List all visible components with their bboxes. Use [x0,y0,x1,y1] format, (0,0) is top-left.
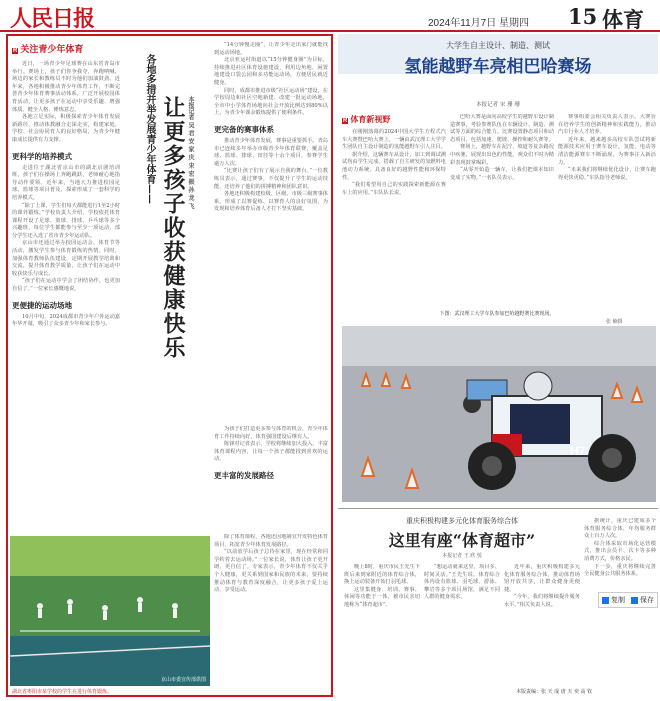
masthead [0,0,660,32]
headline: 氢能越野车亮相巴哈赛场 [404,57,592,77]
column-mark-icon: R [13,48,18,54]
divider [338,508,658,509]
section2-heading: 更便捷的运动场地 [12,300,72,310]
save-button[interactable] [628,595,657,605]
headline: 让更多孩子收获健康快乐 [160,96,186,360]
copy-icon [602,597,609,604]
section3-heading: 更完备的赛事体系 [214,124,274,134]
right-bottom-column-1: 晚上8时，重庆市民王先生下班后来到家附近的体育综合体，换上运动装备开始打羽毛球。 这里集健身、培训、赛事、休闲等功能于一体，被市民亲切地称为“体育超市”。 [344,564,420,608]
newspaper-title: 人民日报 [10,6,95,32]
page-editors: 本版责编：张 天 成 唐 天 奕 高 钦 [516,689,593,695]
byline: 本报记者 吴 君 安 家 庆 宋 宏 振 孙 龙 飞 [187,96,194,209]
right-top-column-1: R 体育新视野 在刚刚落幕的2024中国大学生方程式汽车大赛暨巴哈大赛上，一辆由武汉理工大学学生团队自主设计制造的氢能越野车引人注目。 据介绍，这辆赛车从设计、加工到调试测试均由学生完成，搭载了自主研发的氢燃料电池动力系统，具备良好的越野性能和环保特性。 “我们希望用自己的实践探索新能源在赛车上的应用。”车队队长说。 [342,115,446,196]
photo-illustration [10,536,210,686]
left-column-3: 为孩子们打造更多参与体育的机会，青少年体育工作持续向好，体育强国建设后继有人。 陈锋对记者表示，学校将继续加大投入，丰富体育课程内容，让每一个孩子都能找到喜欢的运动。 更丰富的发展路径 [214,426,328,480]
left-column-1: R 关注青少年体育 近日，一场青少年足球赛在山东省青岛市举行。赛场上，孩子们你争我夺，奔跑呐喊，场边的家长和教练员不时为他们加油鼓劲。近年来，各地积极推动青少年体育工作，不断完善青少年体育赛事活动体系，广泛开展校园体育活动，让更多孩子在运动中享受乐趣、增强体质、健全人格、锤炼意志。 各地立足实际，积极探索青少年体育发展新路径，推动体教融合走深走实，构建家庭、学校、社会协同育人的良好格局，为青少年健康成长提供有力支撑。 更科学的培养模式 走进位于湖北省京山市的湖北京剧培训班，孩子们在操场上奔跑跳跃，老师耐心地指导动作要领。近年来，当地大力推进校园足球、篮球等项目普及，探索形成了一套科学的培养模式。 “除了上课，学生们每天都能进行1至2小时的课外锻炼。”学校负责人介绍，学校依托体育课程开设了足球、篮球、排球、乒乓球等多个兴趣班，每位学生都能参与至少一项运动，部分学生还入选了省市青少年运动队。 京山市还通过举办校园运动会、体育节等活动，激发学生参与体育锻炼的热情。同时，加强体育教师队伍建设，定期开展教学培训和交流，提升体育教学质量，让孩子们在运动中收获快乐与成长。 “孩子们在运动中学会了团结协作，也更加自信了。”一位家长感慨地说。 更便捷的运动场地 10月中旬，2024成都市青少年户外运动嘉年华开幕，吸引了众多青少年和家长参与。 [12,44,120,328]
race-car-illustration [342,326,656,502]
intro-text: 近日，一场青少年足球赛在山东省青岛市举行。赛场上，孩子们你争我夺，奔跑呐喊，场边的家长和教练员不时为他们加油鼓劲。近年来，各地积极推动青少年体育工作，不断完善青少年体育赛事活动体系，广泛开展校园体育活动，让更多孩子在运动中享受乐趣、增强体质、健全人格、锤炼意志。 各地立足实际，积极探索青少年体育发展新路径，推动体教融合走深走实，构建家庭、学校、社会协同育人的良好格局，为青少年健康成长提供有力支撑。 [12,61,120,143]
subtitle: 各地多措并举发展青少年体育—— [144,54,155,204]
kicker: 关注青少年体育 [20,44,84,54]
left-article-box [6,34,333,697]
photo-credit-2: 京山市委宣传部供图 [160,677,206,683]
kicker: 大学生自主设计、制造、测试 [446,41,550,50]
right-top-article [338,34,658,504]
section1-heading: 更科学的培养模式 [12,151,72,161]
car-number: H7 [570,444,586,458]
photo-credit: 张 楠摄 [606,319,623,325]
photo-caption: 湖北省枣阳市某学校的学生在进行体育锻炼。 [12,689,113,695]
byline: 本报记者 宋 珊 珊 [476,102,520,108]
headline: 这里有座“体育超市” [388,531,536,550]
save-icon [631,597,638,604]
section-name: 体育 [602,7,644,32]
floating-toolbar [598,592,658,608]
right-top-column-3: 赛事组委会相关负责人表示，大赛旨在培养学生的创新精神和实践能力，推动汽车行业人才培养。 近年来，越来越多高校车队尝试将新能源技术应用于赛车设计，氢能、电动等清洁能源赛车不断涌现，为赛事注入新活力。 “未来我们将继续优化设计，让赛车跑得更快更稳。”车队指导老师说。 [558,114,656,181]
left-column-2: “14分钟慢走圈”，让青少年走出家门就能找到运动场地。 北京亚运村街道以“15分钟健身圈”为目标，持续推进社区体育设施建设，利用边角地、闲置地建设口袋公园和多功能运动场，方便居民就近健身。 同时，成都市推进市级“社区运动场”建设，在学校周边和社区空地新建、改建一批运动场地，全市中小学体育场地向社会开放比例达到80%以上，为青少年课余锻炼提供了便利条件。 更完备的赛事体系 推动青少年体育发展，赛事是重要抓手。青岛市已连续多年举办市级青少年体育联赛，覆盖足球、篮球、排球、田径等十余个项目，参赛学生逾万人次。 “比赛让孩子们有了展示自我的舞台。”一位教练员表示，通过赛事，不仅提升了学生的运动技能，还培养了他们的拼搏精神和团队意识。 各地还积极构建校级、区级、市级三级赛事体系，形成了以赛促练、以赛育人的良好氛围，为发现和培养体育后备人才打下坚实基础。 [214,42,328,213]
section4-heading: 更丰富的发展路径 [214,470,274,480]
save-label: 保存 [640,597,654,604]
right-bottom-column-3: 近年来，重庆积极构建多元化体育服务综合体，推动体育场馆开放共享，让群众健身更便捷。 “今年，我们将继续提升服务水平。”相关负责人说。 [504,564,580,608]
right-bottom-column-4: 据统计，重庆已建成多个体育服务综合体，年均服务群众上百万人次。 综合体采取市场化运营模式，推出会员卡、次卡等多种消费方式，价格亲民。 下一步，重庆将继续完善全民健身公共服务体系。 [584,518,656,578]
race-car-photo [342,326,656,502]
column-title: 体育新视野 [350,115,391,124]
right-bottom-column-2: “想运动就来这里，项目多、时间灵活。”王先生说。体育综合体内设有篮球、羽毛球、游泳、攀岩等多个项目场馆，满足不同人群的健身需求。 [424,564,500,601]
column-mark-icon: R [343,118,348,124]
byline: 本报记者 王 欣 悦 [442,553,482,559]
copy-label: 复制 [611,597,625,604]
left-column-4: 除了体育课程，各地还因地制宜开发特色体育项目，拓宽青少年体育发展路径。 “以前放学后孩子总待在家里，现在经常和同学约着去运动场。”一位家长说，体育让孩子更开朗、更自信了。专家表示，青少年体育不仅关乎个人健康，更关系到国家和民族的未来，要持续推动体育与教育深度融合，让更多孩子爱上运动、享受运动。 [214,534,328,594]
kicker: 重庆积极构建多元化体育服务综合体 [406,518,518,525]
issue-date: 2024年11月7日 星期四 [428,18,529,29]
right-top-column-2: 巴哈大赛是面向高校学生的越野车设计制造赛事，考验参赛队伍在车辆设计、制造、测试等方面的综合能力。比赛设置静态项目和动态项目，包括加速、爬坡、操控和耐久赛等。 赛场上，越野车在泥泞、坡道等复杂路况中疾驰，展现出出色的性能。观众们不时为精彩表现鼓掌喝彩。 “从零开始造一辆车，让我们把课本知识变成了实物。”一名队员表示。 [450,114,554,181]
sports-field-photo [10,536,210,686]
copy-button[interactable] [599,595,628,605]
photo-caption: 下图：武汉理工大学车队参加巴哈越野赛比赛现场。 [439,311,555,317]
page-number: 15 [568,4,598,29]
